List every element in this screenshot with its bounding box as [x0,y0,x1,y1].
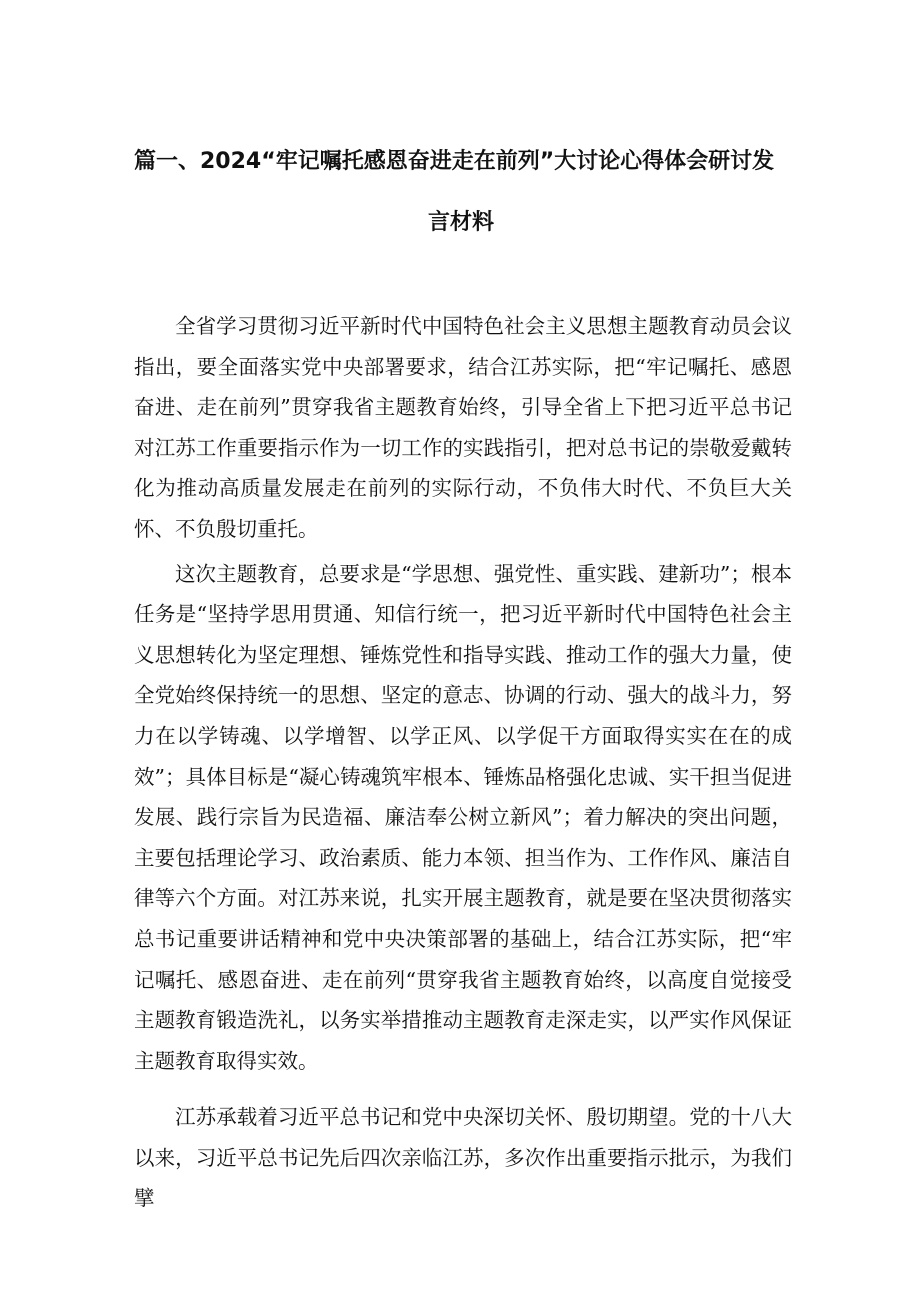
paragraph: 全省学习贯彻习近平新时代中国特色社会主义思想主题教育动员会议指出，要全面落实党中央部署要求，结合江苏实际，把“牢记嘱托、感恩奋进、走在前列”贯穿我省主题教育始终，引导全省上下把习近平总书记对江苏工作重要指示作为一切工作的实践指引，把对总书记的崇敬爱戴转化为推动高质量发展走在前列的实际行动，不负伟大时代、不负巨大关怀、不负殷切重托。 [134,314,792,541]
paragraph: 这次主题教育，总要求是“学思想、强党性、重实践、建新功”；根本任务是“坚持学思用贯通、知信行统一，把习近平新时代中国特色社会主义思想转化为坚定理想、锤炼党性和指导实践、推动工作的强大力量，使全党始终保持统一的思想、坚定的意志、协调的行动、强大的战斗力，努力在以学铸魂、以学增智、以学正风、以学促干方面取得实实在在的成效”；具体目标是“凝心铸魂筑牢根本、锤炼品格强化忠诚、实干担当促进发展、践行宗旨为民造福、廉洁奉公树立新风”；着力解决的突出问题，主要包括理论学习、政治素质、能力本领、担当作为、工作作风、廉洁自律等六个方面。对江苏来说，扎实开展主题教育，就是要在坚决贯彻落实总书记重要讲话精神和党中央决策部署的基础上，结合江苏实际，把“牢记嘱托、感恩奋进、走在前列“贯穿我省主题教育始终，以高度自觉接受主题教育锻造洗礼，以务实举措推动主题教育走深走实，以严实作风保证主题教育取得实效。 [134,561,792,1073]
document-title-line-2: 言材料 [428,210,495,235]
document-title-line-1: 篇一、2024“牢记嘱托感恩奋进走在前列”大讨论心得体会研讨发 [134,149,775,174]
paragraph: 江苏承载着习近平总书记和党中央深切关怀、殷切期望。党的十八大以来，习近平总书记先后四次亲临江苏，多次作出重要指示批示，为我们擘 [134,1105,792,1211]
document-body [134,306,792,1219]
